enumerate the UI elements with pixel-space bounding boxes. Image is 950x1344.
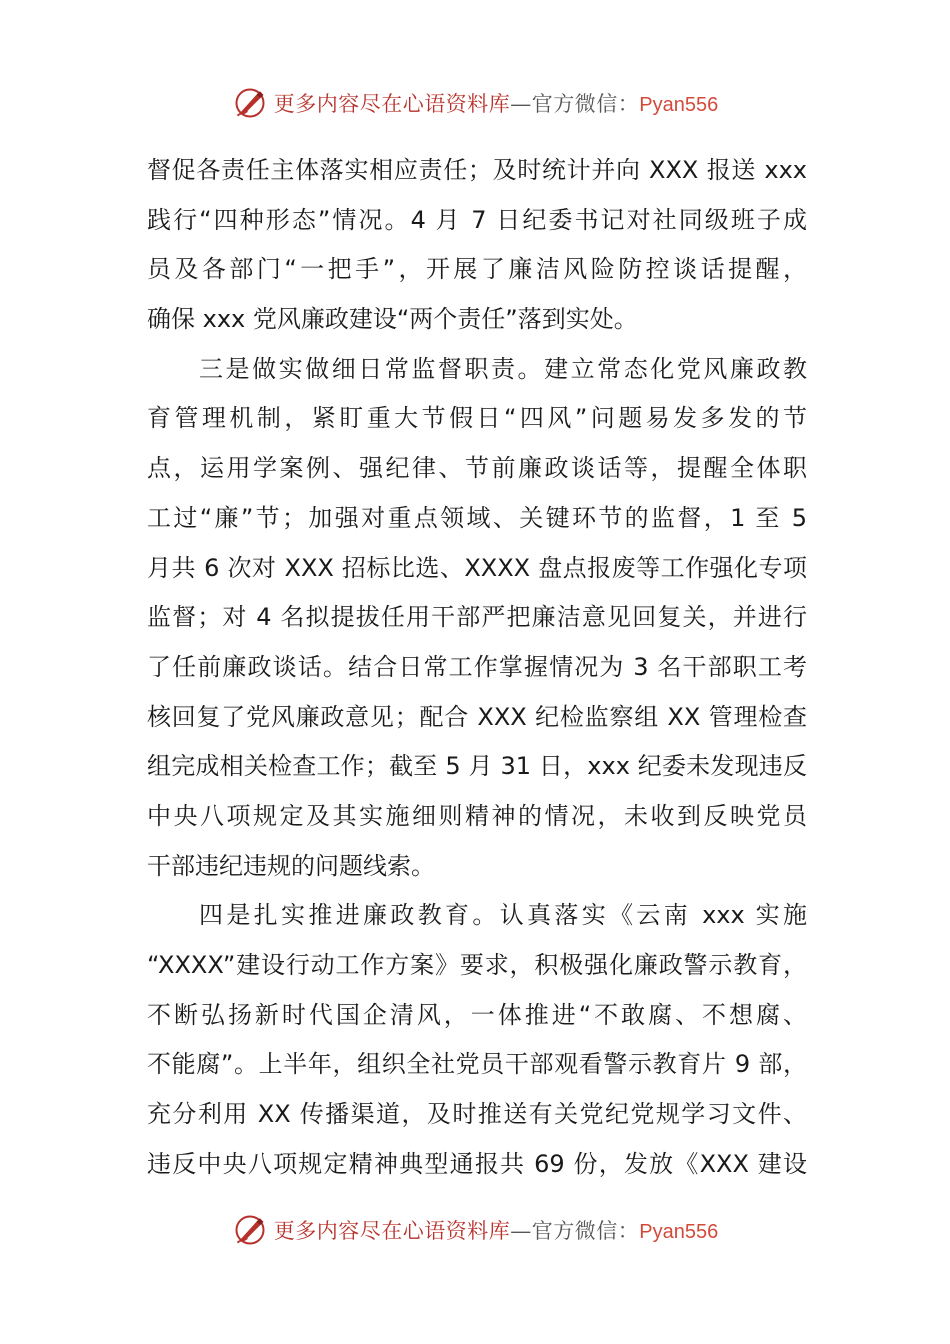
body-line: 不断弘扬新时代国企清风，一体推进“不敢腐、不想腐、 — [147, 1000, 807, 1029]
banner-wechat-id: Pyan556 — [639, 1221, 719, 1243]
banner-text — [274, 1215, 718, 1245]
banner-separator: — — [510, 1219, 532, 1243]
body-line: 充分利用 XX 传播渠道，及时推送有关党纪党规学习文件、 — [147, 1100, 807, 1129]
body-line: 了任前廉政谈话。结合日常工作掌握情况为 3 名干部职工考 — [147, 652, 807, 681]
footer-watermark-banner — [0, 1210, 950, 1250]
banner-wechat-label: 官方微信： — [531, 1219, 640, 1243]
body-line: 违反中央八项规定精神典型通报共 69 份，发放《XXX 建设 — [147, 1149, 807, 1178]
body-line: 四是扎实推进廉政教育。认真落实《云南 xxx 实施 — [199, 901, 807, 930]
body-line: 月共 6 次对 XXX 招标比选、XXXX 盘点报废等工作强化专项 — [147, 553, 807, 582]
banner-brand: 更多内容尽在心语资料库 — [273, 92, 511, 116]
header-watermark-banner — [0, 83, 950, 123]
body-line: 点，运用学案例、强纪律、节前廉政谈话等，提醒全体职 — [147, 454, 807, 483]
body-line: 中央八项规定及其实施细则精神的情况，未收到反映党员 — [147, 801, 807, 830]
banner-wechat-id: Pyan556 — [639, 94, 719, 116]
pen-nib-logo-icon — [232, 1212, 268, 1248]
body-line: 工过“廉”节；加强对重点领域、关键环节的监督，1 至 5 — [147, 503, 807, 532]
body-line: 不能腐”。上半年，组织全社党员干部观看警示教育片 9 部， — [147, 1050, 807, 1079]
pen-nib-logo-icon — [232, 85, 268, 121]
body-line: 干部违纪违规的问题线索。 — [147, 851, 435, 880]
banner-separator: — — [510, 92, 532, 116]
footer-banner-inner — [232, 1212, 718, 1248]
body-line: 践行“四种形态”情况。4 月 7 日纪委书记对社同级班子成 — [147, 205, 807, 234]
banner-text — [274, 88, 718, 118]
body-line: 监督；对 4 名拟提拔任用干部严把廉洁意见回复关，并进行 — [147, 603, 807, 632]
body-line: 员及各部门“一把手”，开展了廉洁风险防控谈话提醒， — [147, 255, 807, 284]
body-line: 核回复了党风廉政意见；配合 XXX 纪检监察组 XX 管理检查 — [147, 702, 807, 731]
header-banner-inner — [232, 85, 718, 121]
body-line: 组完成相关检查工作；截至 5 月 31 日，xxx 纪委未发现违反 — [147, 752, 807, 781]
body-line: “XXXX”建设行动工作方案》要求，积极强化廉政警示教育， — [147, 951, 807, 979]
document-body — [147, 146, 807, 1189]
body-line: 督促各责任主体落实相应责任；及时统计并向 XXX 报送 xxx — [147, 156, 807, 184]
body-line: 三是做实做细日常监督职责。建立常态化党风廉政教 — [199, 354, 807, 383]
body-line: 确保 xxx 党风廉政建设“两个责任”落到实处。 — [147, 305, 638, 334]
banner-brand: 更多内容尽在心语资料库 — [273, 1219, 511, 1243]
body-line: 育管理机制，紧盯重大节假日“四风”问题易发多发的节 — [147, 404, 807, 433]
banner-wechat-label: 官方微信： — [531, 92, 640, 116]
